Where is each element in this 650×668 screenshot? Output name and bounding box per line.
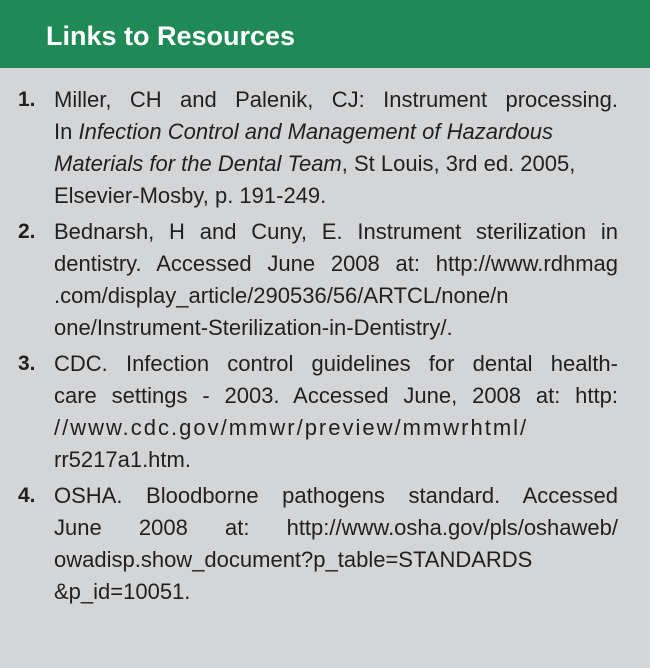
reference-number: 4. [18,484,36,507]
page-title: Links to Resources [46,21,296,51]
reference-text-italic: Infection Control and Management of Hazardous [78,119,553,144]
reference-line: OSHA. Bloodborne pathogens standard. Accessed [54,483,618,508]
reference-line: one/Instrument-Sterilization-in-Dentistry/. [54,315,453,340]
reference-line: Bednarsh, H and Cuny, E. Instrument sterilization in [54,219,618,244]
reference-line: owadisp.show_document?p_table=STANDARDS [54,547,533,572]
reference-line: June 2008 at: http://www.osha.gov/pls/oshaweb/ [54,515,618,540]
reference-item-3 [0,348,650,476]
reference-item-1 [0,84,650,212]
reference-line [54,116,650,148]
reference-text: In [54,119,79,144]
reference-text-italic: Materials for the Dental Team [54,151,342,176]
reference-number: 3. [18,352,36,375]
reference-list [0,84,650,612]
reference-number: 1. [18,88,36,111]
reference-line [54,148,650,180]
reference-line: CDC. Infection control guidelines for dental health- [54,351,618,376]
reference-line: dentistry. Accessed June 2008 at: http://www.rdhmag [54,251,618,276]
reference-line: &p_id=10051. [54,579,191,604]
header-bar [0,0,650,68]
reference-item-4 [0,480,650,608]
reference-line: care settings - 2003. Accessed June, 2008 at: http: [54,383,618,408]
reference-line: Miller, CH and Palenik, CJ: Instrument processing. [54,87,618,112]
reference-number: 2. [18,220,36,243]
reference-text: , St Louis, 3rd ed. 2005, [341,151,576,176]
reference-line: .com/display_article/290536/56/ARTCL/none/n [54,283,509,308]
reference-item-2 [0,216,650,344]
reference-line: //www.cdc.gov/mmwr/preview/mmwrhtml/ [54,415,529,440]
reference-line: Elsevier-Mosby, p. 191-249. [54,183,327,208]
reference-line: rr5217a1.htm. [54,447,191,472]
